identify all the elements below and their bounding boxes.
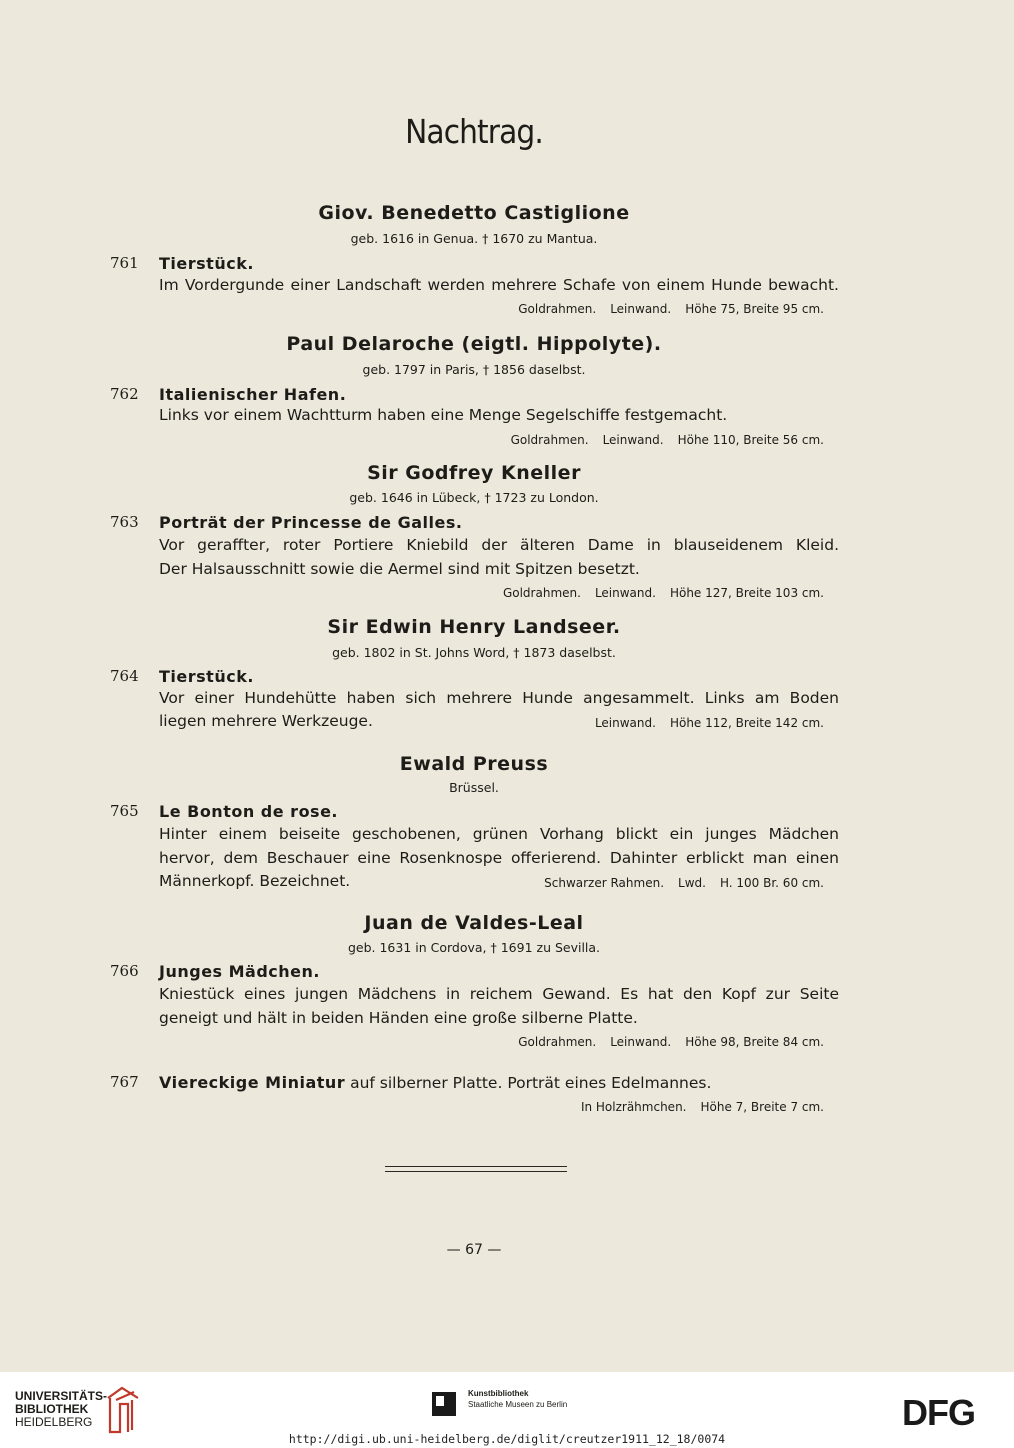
entry-description: Vor geraffter, roter Portiere Kniebild der älteren Dame in blauseidenem Kleid.	[159, 536, 839, 554]
artist-life: geb. 1616 in Genua. † 1670 zu Mantua.	[350, 231, 598, 246]
entry-description: Viereckige Miniatur auf silberner Platte. Porträt eines Edelmannes.	[159, 1073, 712, 1092]
entry-description: Der Halsausschnitt sowie die Aermel sind mit Spitzen besetzt.	[159, 560, 640, 578]
artist-life: geb. 1646 in Lübeck, † 1723 zu London.	[349, 490, 599, 505]
page-title: Nachtrag.	[405, 112, 543, 151]
kunstbibliothek-emblem-icon	[432, 1392, 456, 1416]
artist-heading: Sir Edwin Henry Landseer.	[327, 616, 621, 638]
entry-description: Links vor einem Wachtturm haben eine Menge Segelschiffe festgemacht.	[159, 406, 728, 424]
entry-number: 766	[110, 962, 139, 980]
artist-heading: Juan de Valdes-Leal	[364, 912, 584, 934]
entry-description: liegen mehrere Werkzeuge.	[159, 712, 373, 730]
entry-description: Im Vordergunde einer Landschaft werden mehrere Schafe von einem Hunde bewacht.	[159, 276, 839, 294]
entry-number: 764	[110, 667, 139, 685]
artist-life: geb. 1797 in Paris, † 1856 daselbst.	[362, 362, 586, 377]
entry-meta: Leinwand. Höhe 112, Breite 142 cm.	[594, 716, 824, 730]
entry-number: 761	[110, 254, 139, 272]
ub-heidelberg-logo[interactable]: UNIVERSITÄTS- BIBLIOTHEK HEIDELBERG	[15, 1389, 108, 1429]
entry-meta: Goldrahmen. Leinwand. Höhe 75, Breite 95 cm.	[518, 302, 824, 316]
artist-heading: Ewald Preuss	[399, 753, 549, 775]
artist-heading: Sir Godfrey Kneller	[367, 462, 581, 484]
entry-title: Junges Mädchen.	[159, 962, 320, 981]
artist-life: Brüssel.	[449, 780, 499, 795]
entry-meta: In Holzrähmchen. Höhe 7, Breite 7 cm.	[580, 1100, 824, 1114]
entry-description: Kniestück eines jungen Mädchens in reichem Gewand. Es hat den Kopf zur Seite	[159, 985, 839, 1003]
entry-title: Tierstück.	[159, 254, 254, 273]
divider-rule	[385, 1171, 567, 1172]
entry-description: Vor einer Hundehütte haben sich mehrere Hunde angesammelt. Links am Boden	[159, 689, 839, 707]
permalink-url[interactable]: http://digi.ub.uni-heidelberg.de/diglit/creutzer1911_12_18/0074	[288, 1432, 726, 1446]
artist-life: geb. 1631 in Cordova, † 1691 zu Sevilla.	[347, 940, 601, 955]
entry-title: Tierstück.	[159, 667, 254, 686]
entry-description: Männerkopf. Bezeichnet.	[159, 872, 351, 890]
entry-number: 763	[110, 513, 139, 531]
entry-description: hervor, dem Beschauer eine Rosenknospe offerierend. Dahinter erblickt man einen	[159, 849, 839, 867]
entry-meta: Goldrahmen. Leinwand. Höhe 98, Breite 84 cm.	[518, 1035, 824, 1049]
entry-meta: Goldrahmen. Leinwand. Höhe 127, Breite 103 cm.	[502, 586, 824, 600]
entry-title: Italienischer Hafen.	[159, 385, 347, 404]
divider-rule	[385, 1166, 567, 1167]
entry-number: 762	[110, 385, 139, 403]
entry-title: Le Bonton de rose.	[159, 802, 339, 821]
artist-heading: Giov. Benedetto Castiglione	[318, 202, 630, 224]
entry-description: Hinter einem beiseite geschobenen, grünen Vorhang blickt ein junges Mädchen	[159, 825, 839, 843]
page-number: — 67 —	[446, 1242, 502, 1258]
entry-description: geneigt und hält in beiden Händen eine große silberne Platte.	[159, 1009, 638, 1027]
entry-title: Viereckige Miniatur	[159, 1073, 346, 1092]
entry-meta: Goldrahmen. Leinwand. Höhe 110, Breite 56 cm.	[510, 433, 824, 447]
artist-life: geb. 1802 in St. Johns Word, † 1873 daselbst.	[332, 645, 616, 660]
dfg-logo[interactable]: DFG	[902, 1392, 975, 1433]
artist-heading: Paul Delaroche (eigtl. Hippolyte).	[286, 333, 662, 355]
entry-number: 767	[110, 1073, 139, 1091]
ub-heidelberg-emblem-icon	[104, 1384, 142, 1434]
entry-meta: Schwarzer Rahmen. Lwd. H. 100 Br. 60 cm.	[544, 876, 824, 890]
entry-title: Porträt der Princesse de Galles.	[159, 513, 463, 532]
entry-number: 765	[110, 802, 139, 820]
